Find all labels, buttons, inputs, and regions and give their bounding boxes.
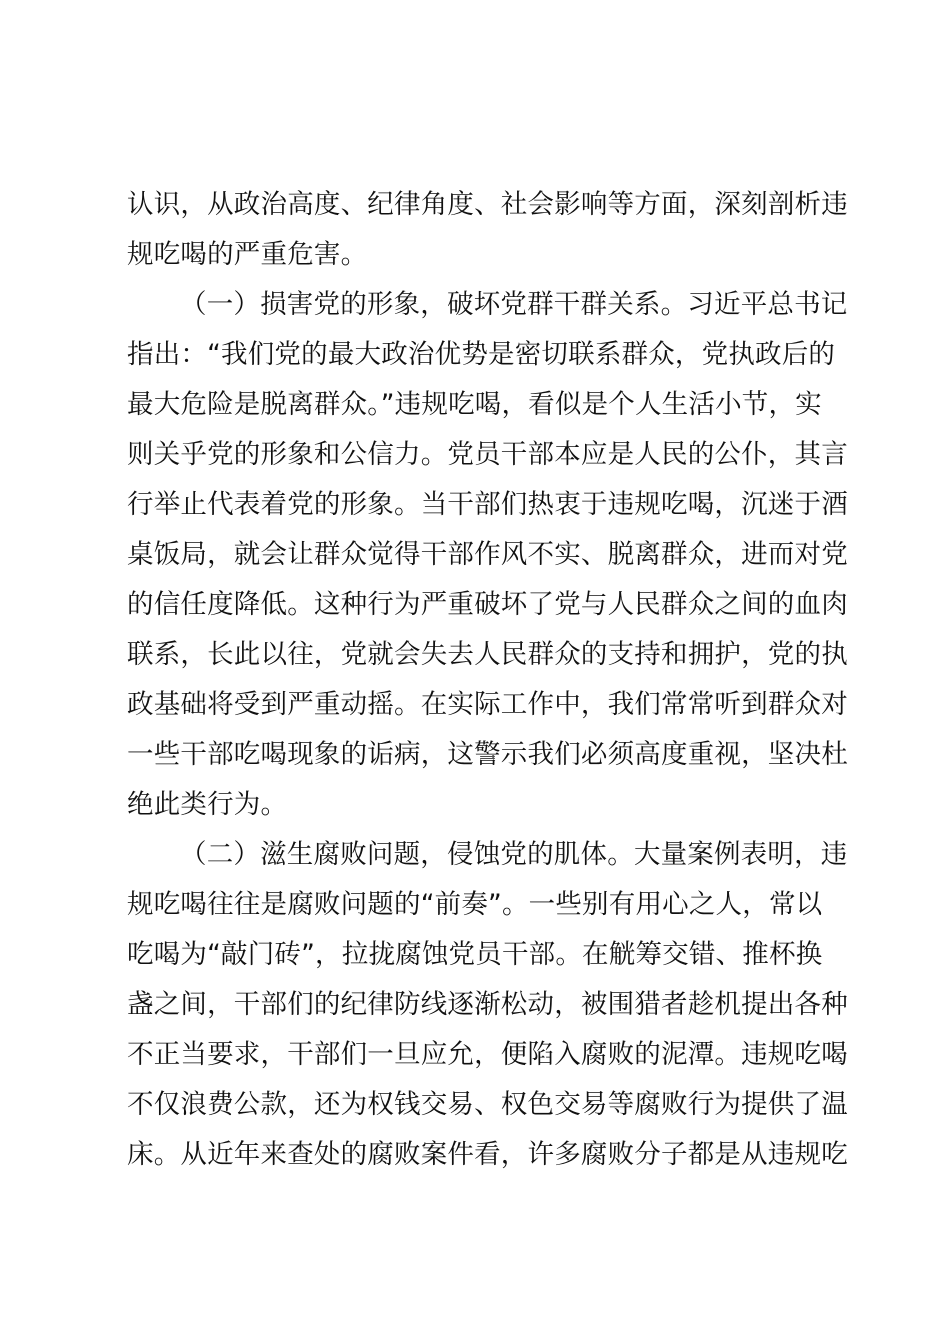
text-line: 规吃喝往往是腐败问题的“前奏”。一些别有用心之人，常以 [127,889,823,920]
text-line: 床。从近年来查处的腐败案件看，许多腐败分子都是从违规吃 [127,1139,848,1170]
section-heading-line: （二）滋生腐败问题，侵蚀党的肌体。大量案例表明，违 [180,839,848,870]
text-line: 一些干部吃喝现象的诟病，这警示我们必须高度重视，坚决杜 [127,739,848,770]
paragraph-section-two [127,830,848,1180]
text-line: 认识，从政治高度、纪律角度、社会影响等方面，深刻剖析违 [127,189,848,220]
text-line: 盏之间，干部们的纪律防线逐渐松动，被围猎者趁机提出各种 [127,989,848,1020]
text-line: 最大危险是脱离群众。”违规吃喝，看似是个人生活小节，实 [127,389,822,420]
text-line: 政基础将受到严重动摇。在实际工作中，我们常常听到群众对 [127,689,848,720]
text-line: 不仅浪费公款，还为权钱交易、权色交易等腐败行为提供了温 [127,1089,848,1120]
text-line: 则关乎党的形象和公信力。党员干部本应是人民的公仆，其言 [127,439,848,470]
text-line: 联系，长此以往，党就会失去人民群众的支持和拥护，党的执 [127,639,848,670]
paragraph-intro [127,180,848,280]
document-body [127,180,848,1180]
text-line: 指出：“我们党的最大政治优势是密切联系群众，党执政后的 [127,339,836,370]
text-line: 行举止代表着党的形象。当干部们热衷于违规吃喝，沉迷于酒 [127,489,848,520]
text-line: 桌饭局，就会让群众觉得干部作风不实、脱离群众，进而对党 [127,539,848,570]
text-line: 绝此类行为。 [127,789,288,820]
text-line: 吃喝为“敲门砖”，拉拢腐蚀党员干部。在觥筹交错、推杯换 [127,939,823,970]
text-line: 规吃喝的严重危害。 [127,239,368,270]
paragraph-section-one [127,280,848,830]
text-line: 的信任度降低。这种行为严重破坏了党与人民群众之间的血肉 [127,589,848,620]
section-heading-line: （一）损害党的形象，破坏党群干群关系。习近平总书记 [180,289,848,320]
text-line: 不正当要求，干部们一旦应允，便陷入腐败的泥潭。违规吃喝 [127,1039,848,1070]
